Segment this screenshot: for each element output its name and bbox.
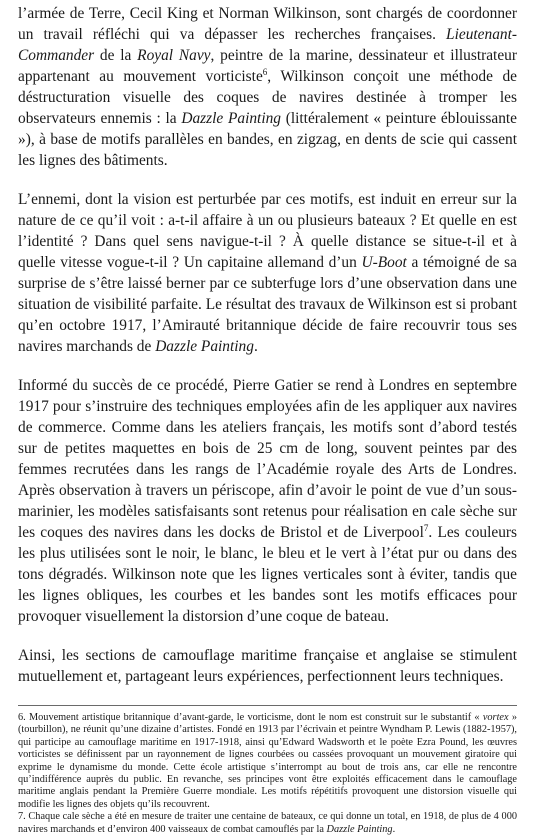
text-run: (littéralement « peinture éblouissante »), à base de motifs parallèles en bandes, en zigzag, en dents de scie qui cassent les lignes des bâtiments.: [18, 110, 517, 169]
text-run: de la: [94, 47, 138, 64]
italic-text: Dazzle Painting: [181, 110, 281, 127]
text-run: .: [253, 338, 258, 355]
footnote-separator: [18, 705, 517, 706]
text-run: l’armée de Terre, Cecil King et Norman Wilkinson, sont chargés de coordonner un travail réfléchi qui va dépasser les recherches françaises.: [18, 5, 517, 43]
text-run: Informé du succès de ce procédé, Pierre Gatier se rend à Londres en septembre 1917 pour s’instruire des techniques employées afin de les appliquer aux navires de commerce. Comme dans les ateliers français, les motifs sont d’abord testés sur de petites maquettes en bois de 25 cm de long, souvent peintes par des femmes recrutées dans les rangs de l’Académie royale des Arts de Londres. Après observation à travers un périscope, afin d’avoir le point de vue d’un sous-marinier, les modèles satisfaisants sont retenus pour réalisation en cale sèche sur les coques des navires dans les docks de Bristol et de Liverpool: [18, 377, 517, 541]
text-run: , peintre de la marine, dessinateur et illustrateur appartenant au mouvement vorticiste: [18, 47, 517, 85]
paragraph-3: [18, 375, 517, 627]
text-run: .: [392, 823, 396, 835]
italic-text: vortex: [482, 712, 509, 723]
italic-text: Lieutenant-Commander: [18, 26, 517, 64]
footnote-ref: 7: [423, 522, 429, 533]
text-run: 7. Chaque cale sèche a été en mesure de traiter une centaine de bateaux, ce qui donne un total, en 1918, de plus de 4 000 navires marchands et d’environ 400 vaisseaux de combat camouflés par la: [18, 811, 517, 835]
document-page: [18, 3, 517, 836]
text-run: . Les couleurs les plus utilisées sont le noir, le blanc, le bleu et le vert à l’état pur ou dans des tons dégradés. Wilkinson note que les lignes verticales sont à éviter, tandis que les lignes obliques, les courbes et les bandes sont les motifs efficaces pour provoquer visuellement la distorsion d’une coque de bateau.: [18, 524, 518, 625]
footnote-7: [18, 811, 517, 836]
paragraph-1: [18, 3, 517, 171]
paragraph-2: [18, 189, 517, 357]
italic-text: Dazzle Painting: [326, 823, 393, 835]
paragraph-4: [18, 645, 517, 687]
footnote-6: [18, 712, 517, 811]
italic-text: U-Boot: [361, 254, 407, 271]
footnote-ref: 6: [262, 66, 268, 77]
text-run: » (tourbillon), ne réunit qu’une dizaine d’artistes. Fondé en 1913 par l’écrivain et peintre Wyndham P. Lewis (1882-1957), qui participe au camouflage maritime en 1917-1918, ainsi qu’Edward Wadsworth et le poète Ezra Pound, les œuvres vorticistes se définissent par un rayonnement de lignes courbées ou cassées provoquant un mouvement giratoire qui exprime le dynamisme du monde. Cette école artistique s’interrompt au bout de trois ans, car elle ne rencontre qu’indifférence auprès du public. En revanche, ses principes vont être exploités efficacement dans le camouflage maritime anglais pendant la Première Guerre mondiale. Les motifs répétitifs provoquent une distorsion visuelle qui modifie les lignes des objets qu’ils recouvrent.: [18, 712, 517, 810]
text-run: Ainsi, les sections de camouflage maritime française et anglaise se stimulent mutuellement et, partageant leurs expériences, perfectionnent leurs techniques.: [18, 647, 517, 685]
text-run: a témoigné de sa surprise de s’être laissé berner par ce subterfuge lors d’une observation dans une situation de visibilité parfaite. Le résultat des travaux de Wilkinson est si probant qu’en octobre 1917, l’Amirauté britannique décide de faire recouvrir tous ses navires marchands de: [18, 254, 517, 355]
text-run: 6. Mouvement artistique britannique d’avant-garde, le vorticisme, dont le nom est construit sur le substantif «: [18, 712, 483, 723]
italic-text: Royal Navy: [137, 47, 211, 64]
text-run: , Wilkinson conçoit une méthode de déstructuration visuelle des coques de navires destinée à tromper les observateurs ennemis : la: [18, 68, 517, 127]
footnotes: [18, 712, 517, 836]
text-run: L’ennemi, dont la vision est perturbée par ces motifs, est induit en erreur sur la nature de ce qu’il voit : a-t-il affaire à un ou plusieurs bateaux ? Et quelle en est l’identité ? Dans quel sens navigue-t-il ? À quelle distance se situe-t-il et à quelle vitesse vogue-t-il ? Un capitaine allemand d’un: [18, 191, 517, 271]
body-text: [18, 3, 517, 687]
italic-text: Dazzle Painting: [155, 338, 254, 355]
